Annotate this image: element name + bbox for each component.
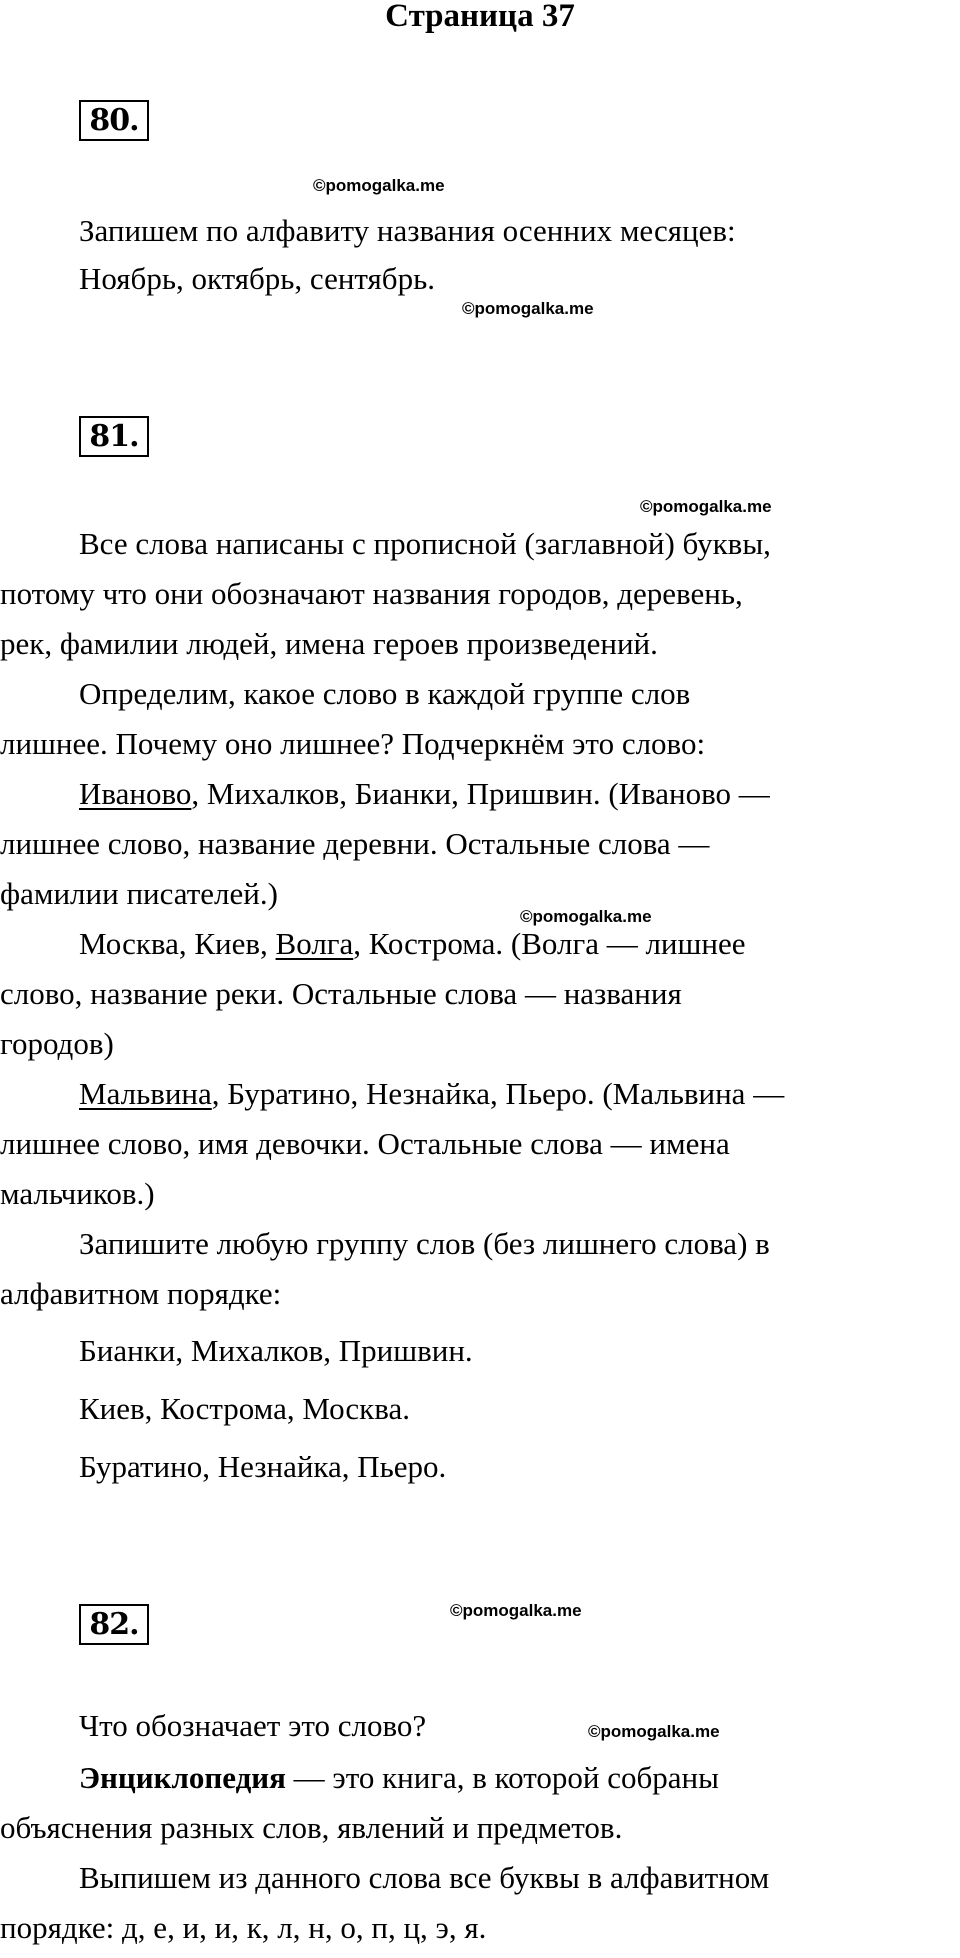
paragraph-line: Определим, какое слово в каждой группе слов <box>79 676 691 711</box>
question-line: Что обозначает это слово? <box>79 1708 427 1743</box>
paragraph-line: Запишите любую группу слов (без лишнего слова) в <box>79 1226 770 1261</box>
paragraph-line: слово, название реки. Остальные слова — названия <box>0 976 682 1011</box>
definition-line <box>79 1760 719 1796</box>
group-text: , Буратино, Незнайка, Пьеро. (Мальвина — <box>211 1076 785 1111</box>
task-number-81: 81. <box>79 416 149 457</box>
word-group-1 <box>79 776 770 812</box>
group-text: Москва, Киев, <box>79 926 276 961</box>
paragraph-line: порядке: д, е, и, и, к, л, н, о, п, ц, э, я. <box>0 1910 487 1945</box>
paragraph-line: Выпишем из данного слова все буквы в алфавитном <box>79 1860 770 1895</box>
paragraph-line: лишнее. Почему оно лишнее? Подчеркнём это слово: <box>0 726 706 761</box>
underlined-word: Иваново <box>79 776 192 811</box>
task-number-80: 80. <box>79 100 149 141</box>
group-text: , Михалков, Бианки, Пришвин. (Иваново — <box>191 776 770 811</box>
answer-line: Буратино, Незнайка, Пьеро. <box>79 1449 447 1484</box>
word-group-3 <box>79 1076 784 1112</box>
word-group-2 <box>79 926 746 962</box>
watermark: ©pomogalka.me <box>588 1722 720 1741</box>
watermark: ©pomogalka.me <box>640 497 772 516</box>
paragraph-line: рек, фамилии людей, имена героев произведений. <box>0 626 658 661</box>
paragraph-line: потому что они обозначают названия городов, деревень, <box>0 576 743 611</box>
watermark: ©pomogalka.me <box>313 176 445 195</box>
paragraph-line: фамилии писателей.) <box>0 876 278 911</box>
term: Энциклопедия <box>79 1760 286 1795</box>
watermark: ©pomogalka.me <box>520 907 652 926</box>
answer-line: Киев, Кострома, Москва. <box>79 1391 410 1426</box>
page-title: Страница 37 <box>385 0 575 34</box>
paragraph-line: лишнее слово, имя девочки. Остальные слова — имена <box>0 1126 730 1161</box>
answer-line: Бианки, Михалков, Пришвин. <box>79 1333 473 1368</box>
paragraph-line: городов) <box>0 1026 114 1061</box>
paragraph-line: мальчиков.) <box>0 1176 155 1211</box>
paragraph-line: лишнее слово, название деревни. Остальные слова — <box>0 826 710 861</box>
watermark: ©pomogalka.me <box>450 1601 582 1620</box>
underlined-word: Мальвина <box>79 1076 212 1111</box>
task-80-answer: Ноябрь, октябрь, сентябрь. <box>79 261 435 296</box>
definition-text: — это книга, в которой собраны <box>293 1760 719 1795</box>
group-text: , Кострома. (Волга — лишнее <box>353 926 746 961</box>
paragraph-line: алфавитном порядке: <box>0 1276 282 1311</box>
paragraph-line: объяснения разных слов, явлений и предметов. <box>0 1810 623 1845</box>
task-number-82: 82. <box>79 1604 149 1645</box>
underlined-word: Волга <box>275 926 354 961</box>
task-80-line: Запишем по алфавиту названия осенних месяцев: <box>79 213 736 248</box>
watermark: ©pomogalka.me <box>462 299 594 318</box>
paragraph-line: Все слова написаны с прописной (заглавной) буквы, <box>79 526 771 561</box>
